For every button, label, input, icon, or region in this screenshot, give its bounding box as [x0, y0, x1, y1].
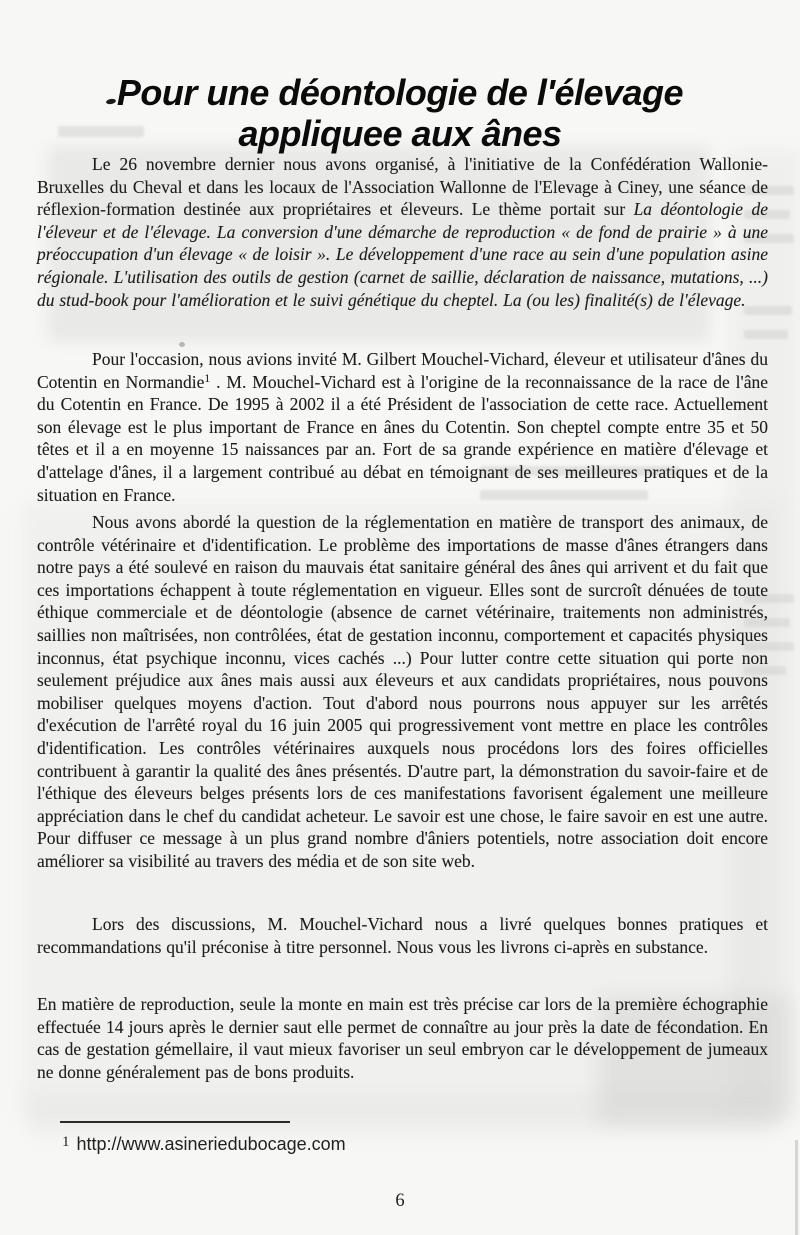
paragraph-text: Le 26 novembre dernier nous avons organisé, à l'initiative de la Confédération Wallonie-Bruxelles du Cheval et dans les locaux de l'Association Wallonne de l'Elevage à Ciney, une séance de réflexion-formation destinée aux propriétaires et éleveurs. Le thème portait sur: [37, 154, 768, 220]
paragraph-regulation: Nous avons abordé la question de la réglementation en matière de transport des animaux, de contrôle vétérinaire et d'identification. Le problème des importations de masse d'ânes étrangers dans notre pays a été soulevé en raison du mauvais état sanitaire général des ânes qui arrivent et du fait que ces importations échappent à toute réglementation en vigueur. Elles sont de surcroît dénuées de toute éthique commerciale et de déontologie (absence de carnet vétérinaire, traitements non administrés, saillies non maîtrisées, non contrôlées, état de gestation inconnu, comportement et capacités physiques inconnus, état psychique inconnu, vices cachés ...) Pour lutter contre cette situation qui porte non seulement préjudice aux ânes mais aussi aux éleveurs et aux candidats propriétaires, nous pouvons mobiliser quelques moyens d'action. Tout d'abord nous pourrons nous appuyer sur les arrêtés d'exécution de l'arrêté royal du 16 juin 2005 qui progressivement vont mettre en place les contrôles d'identification. Les contrôles vétérinaires auxquels nous procédons lors des foires officielles contribuent à garantir la qualité des ânes présentés. D'autre part, la démonstration du savoir-faire et de l'éthique des éleveurs belges présents lors de ces manifestations favorisent également une meilleure appréciation dans le chef du candidat acheteur. Le savoir est une chose, le faire savoir en est une autre. Pour diffuser ce message à un plus grand nombre d'âniers potentiels, notre association doit encore améliorer sa visibilité au travers des média et de son site web.: [37, 512, 768, 871]
scan-edge-line: [795, 1140, 798, 1235]
title-line-2: appliquee aux ânes: [238, 113, 562, 154]
theme-italic-text: La déontologie de l'éleveur et de l'élevage. La conversion d'une démarche de reproduction « de fond de prairie » à une préoccupation d'un élevage « de loisir ». Le développement d'une race au sein d'une population asine régionale. L'utilisation des outils de gestion (carnet de saillie, déclaration de naissance, mutations, ...) du stud-book pour l'amélioration et le suivi génétique du cheptel. La (ou les) finalité(s) de l'élevage.: [37, 199, 768, 310]
footnote: [62, 1134, 346, 1155]
paragraph-text: . M. Mouchel-Vichard est à l'origine de la reconnaissance de la race de l'âne du Cotentin en France. De 1995 à 2002 il a été Président de l'association de cette race. Actuellement son élevage est le plus important de France en ânes du Cotentin. Son cheptel compte entre 35 et 50 têtes et il a en moyenne 15 naissances par an. Fort de sa grande expérience en matière d'élevage et d'attelage d'ânes, il a largement contribué au débat en témoignant de ses meilleures pratiques et de la situation en France.: [37, 371, 768, 505]
footnote-reference: 1: [204, 372, 211, 385]
footnote-url: http://www.asineriedubocage.com: [76, 1134, 346, 1154]
scan-speck: [179, 342, 185, 347]
footnote-separator-rule: [60, 1121, 290, 1123]
footnote-marker: 1: [62, 1134, 70, 1150]
title-line-1: Pour une déontologie de l'élevage: [116, 72, 684, 113]
page-number: 6: [395, 1191, 405, 1211]
paragraph-discussions: Lors des discussions, M. Mouchel-Vichard nous a livré quelques bonnes pratiques et recommandations qu'il préconise à titre personnel. Nous vous les livrons ci-après en substance.: [37, 914, 768, 957]
paragraph-guest-speaker: [37, 348, 768, 506]
paragraph-reproduction: En matière de reproduction, seule la monte en main est très précise car lors de la première échographie effectuée 14 jours après le dernier saut elle permet de connaître au jour près la date de fécondation. En cas de gestation gémellaire, il vaut mieux favoriser un seul embryon car le développement de jumeaux ne donne généralement pas de bons produits.: [37, 994, 768, 1082]
article-title: [0, 72, 800, 154]
paragraph-introduction: [37, 153, 768, 311]
paragraph-text: Pour l'occasion, nous avions invité M. Gilbert Mouchel-Vichard, éleveur et utilisateur d'ânes du Cotentin en Normandie: [37, 349, 768, 392]
bleed-through-ghost: [744, 330, 788, 339]
scan-shading: [30, 1094, 770, 1136]
